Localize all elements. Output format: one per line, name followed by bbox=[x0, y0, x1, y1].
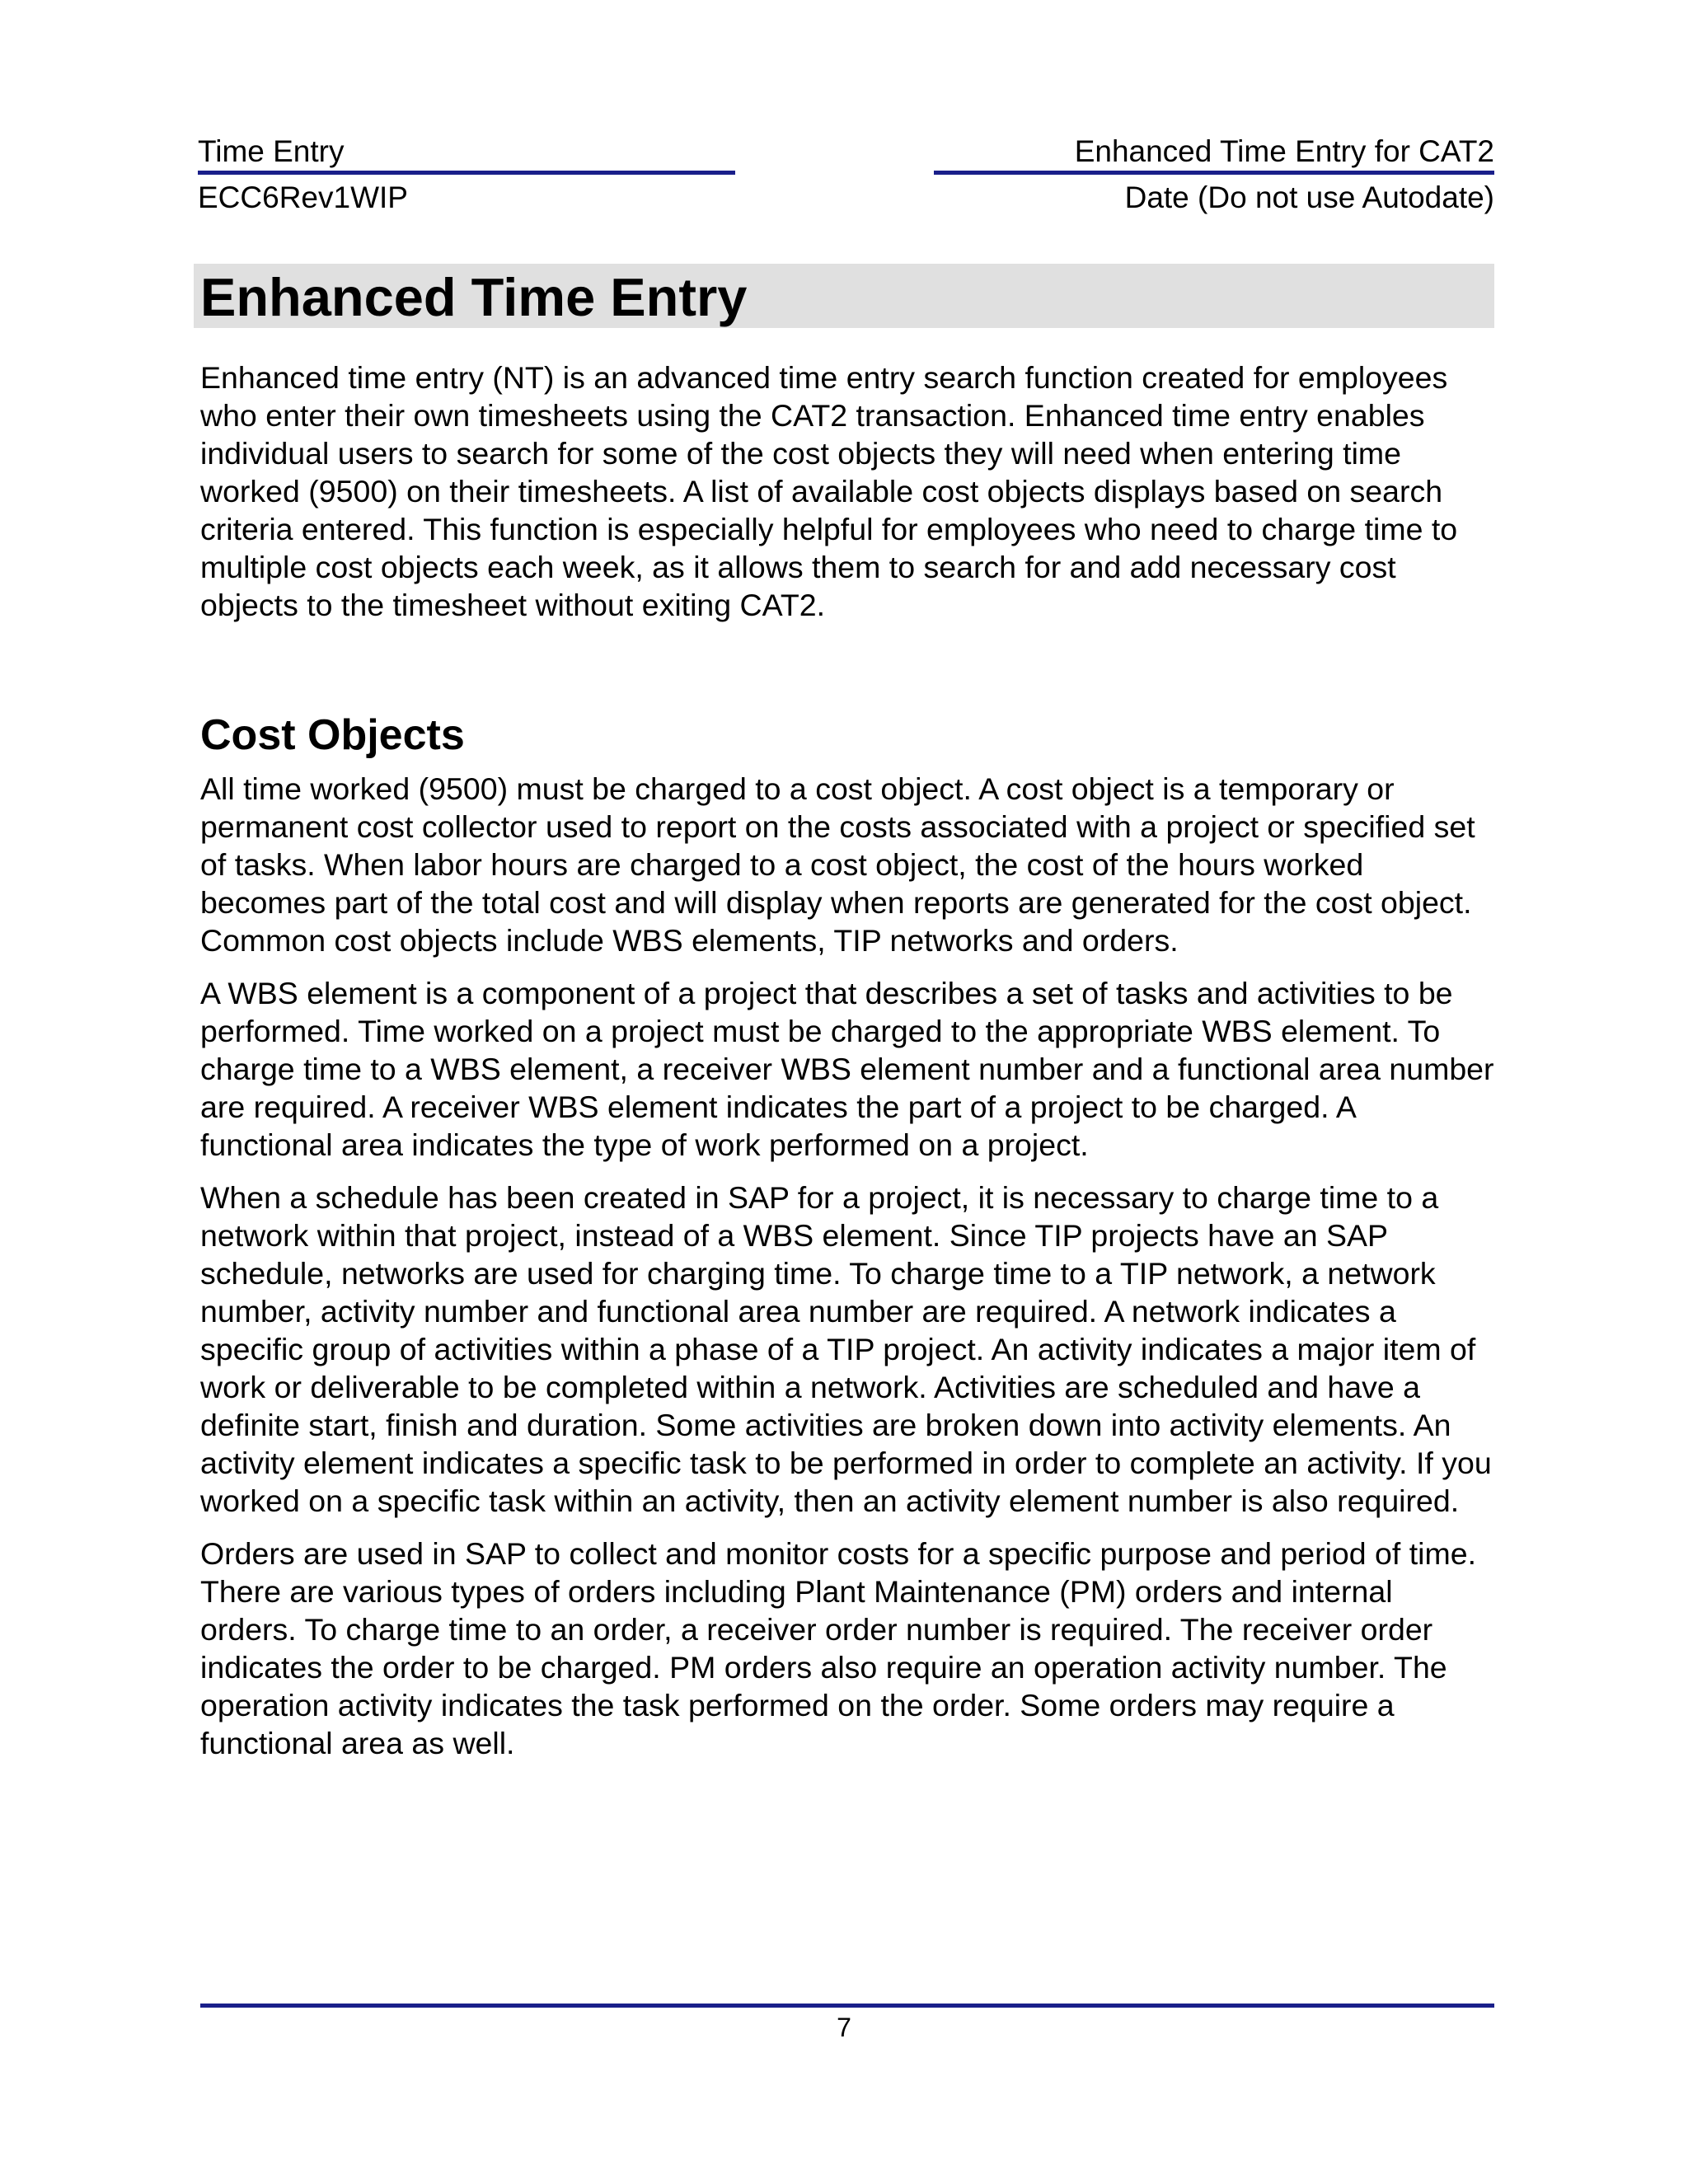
header-right-rule bbox=[934, 171, 1494, 175]
page-title: Enhanced Time Entry bbox=[200, 267, 748, 327]
title-band bbox=[194, 264, 1494, 328]
body-paragraph: Orders are used in SAP to collect and monitor costs for a specific purpose and period of time. There are various types of orders including Plant Maintenance (PM) orders and internal orders. To charge time to an order, a receiver order number is required. The receiver order indicates the order to be charged. PM orders also require an operation activity number. The operation activity indicates the task performed on the order. Some orders may require a functional area as well. bbox=[200, 1536, 1477, 1760]
body-paragraph: All time worked (9500) must be charged to a cost object. A cost object is a temporary or permanent cost collector used to report on the costs associated with a project or specified set of tasks. When labor hours are charged to a cost object, the cost of the hours worked becomes part of the total cost and will display when reports are generated for the cost object. Common cost objects include WBS elements, TIP networks and orders. bbox=[200, 771, 1475, 958]
header-section-title: Time Entry bbox=[198, 134, 345, 168]
footer-rule bbox=[200, 2004, 1494, 2008]
header-document-title: Enhanced Time Entry for CAT2 bbox=[1074, 134, 1494, 168]
header-revision: ECC6Rev1WIP bbox=[198, 180, 408, 214]
cost-objects-section bbox=[200, 710, 1494, 1762]
body-paragraph: When a schedule has been created in SAP for a project, it is necessary to charge time to a network within that project, instead of a WBS element. Since TIP projects have an SAP schedule, networks are used for charging time. To charge time to a TIP network, a network number, activity number and functional area number are required. A network indicates a specific group of activities within a phase of a TIP project. An activity indicates a major item of work or deliverable to be completed within a network. Activities are scheduled and have a definite start, finish and duration. Some activities are broken down into activity elements. An activity element indicates a specific task to be performed in order to complete an activity. If you worked on a specific task within an activity, then an activity element number is also required. bbox=[200, 1180, 1492, 1518]
body-paragraph: A WBS element is a component of a project that describes a set of tasks and activities to be performed. Time worked on a project must be charged to the appropriate WBS element. To charge time to a WBS element, a receiver WBS element number and a functional area number are required. A receiver WBS element indicates the part of a project to be charged. A functional area indicates the type of work performed on a project. bbox=[200, 976, 1494, 1162]
header-left-rule bbox=[198, 171, 735, 175]
intro-paragraph: Enhanced time entry (NT) is an advanced time entry search function created for employees who enter their own timesheets using the CAT2 transaction. Enhanced time entry enables individual users to search for some of the cost objects they will need when entering time worked (9500) on their timesheets. A list of available cost objects displays based on search criteria entered. This function is especially helpful for employees who need to charge time to multiple cost objects each week, as it allows them to search for and add necessary cost objects to the timesheet without exiting CAT2. bbox=[200, 360, 1458, 622]
header-date: Date (Do not use Autodate) bbox=[1124, 180, 1494, 214]
intro-block bbox=[200, 359, 1494, 624]
page-number: 7 bbox=[837, 2013, 851, 2042]
section-heading: Cost Objects bbox=[200, 711, 465, 759]
